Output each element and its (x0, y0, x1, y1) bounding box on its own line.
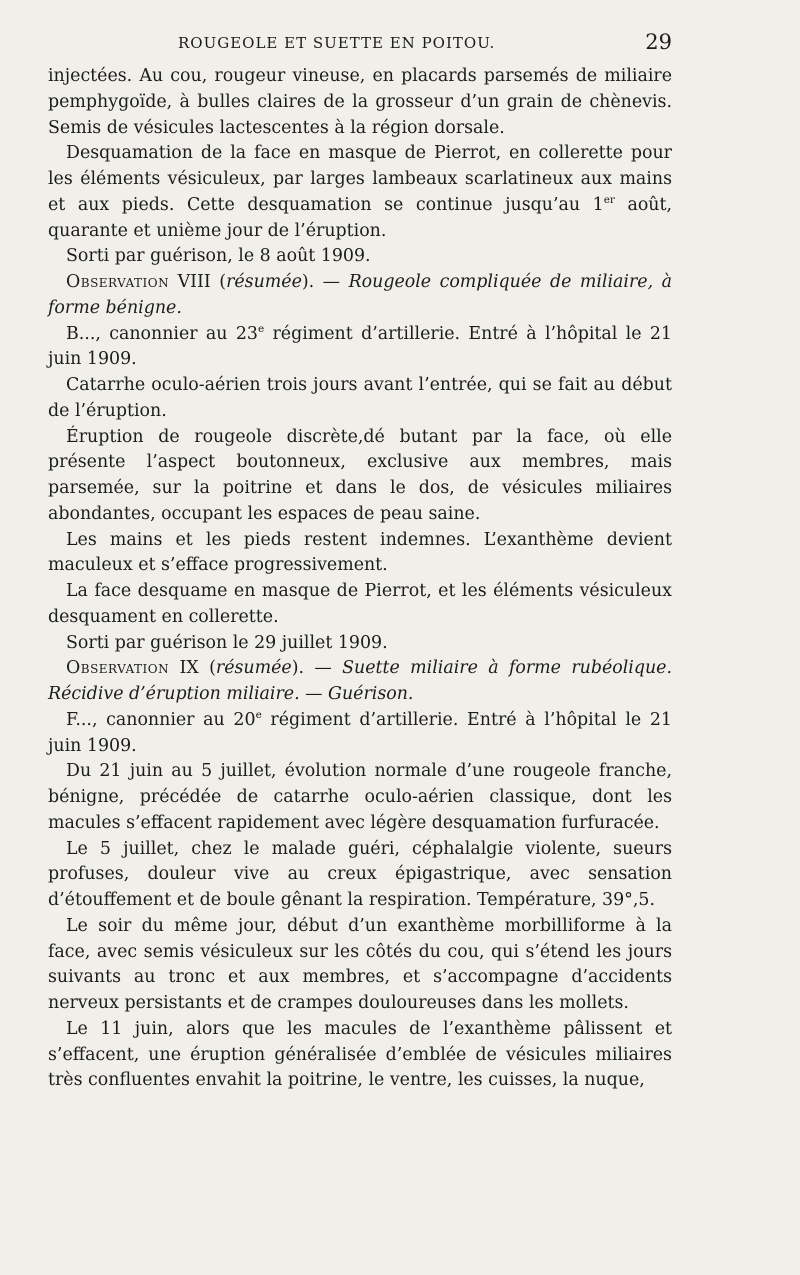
running-title: ROUGEOLE ET SUETTE EN POITOU. (178, 34, 496, 52)
observation-resumee: résumée (226, 272, 302, 292)
observation-number: IX ( (169, 658, 216, 679)
observation-separator: ). — (291, 658, 343, 679)
paragraph: Sorti par guérison, le 8 août 1909. (66, 246, 371, 267)
observation-number: VIII ( (169, 272, 227, 292)
paragraph: injectées. Au cou, rougeur vineuse, en placards parsemés de miliaire pemphygoïde, à bulles claires de la grosseur d’un grain de chènevis. Semis de vésicules lactescentes à la région dorsale. (48, 66, 672, 138)
observation-separator: ). — (301, 272, 349, 292)
superscript: er (603, 193, 615, 206)
observation-label: Observation (66, 272, 170, 292)
observation-heading (48, 656, 672, 708)
paragraph: La face desquame en masque de Pierrot, et les éléments vésiculeux desquament en collerette. (48, 581, 672, 627)
paragraph: Les mains et les pieds restent indemnes. L’exanthème devient maculeux et s’efface progressivement. (48, 529, 672, 576)
text-run: F..., canonnier au 20 (66, 709, 256, 730)
paragraph (48, 141, 672, 244)
paragraph: Le soir du même jour, début d’un exanthème morbilliforme à la face, avec semis vésiculeux sur les côtés du cou, qui s’étend les jours suivants au tronc et aux membres, et s’accompagne d’accidents nerveux persistants et de crampes douloureuses dans les mollets. (48, 915, 672, 1013)
paragraph: Catarrhe oculo-aérien trois jours avant l’entrée, qui se fait au début de l’éruption. (48, 375, 672, 421)
observation-label: Observation (66, 658, 170, 679)
text-run: Desquamation de la face en masque de Pierrot, en collerette pour les éléments vésiculeux, par larges lambeaux scarlatineux aux mains et aux pieds. Cette desquamation se continue jusqu’au 1 (48, 143, 672, 215)
observation-resumee: résumée (215, 658, 292, 679)
text-run: régiment d’artillerie. Entré à l’hôpital le 21 juin 1909. (48, 323, 672, 370)
page-number: 29 (645, 30, 672, 54)
paragraph: Éruption de rougeole discrète,dé butant par la face, où elle présente l’aspect boutonneux, exclusive aux membres, mais parsemée, sur la poitrine et dans le dos, de vésicules miliaires abondantes, occupant les espaces de peau saine. (48, 426, 672, 524)
observation-heading (48, 270, 672, 322)
observation-title: Rougeole compliquée de miliaire, à forme bénigne. (48, 272, 672, 318)
paragraph: Du 21 juin au 5 juillet, évolution normale d’une rougeole franche, bénigne, précédée de catarrhe oculo-aérien classique, dont les macules s’effacent rapidement avec légère desquamation furfuracée. (48, 761, 672, 833)
superscript: e (257, 322, 265, 335)
paragraph: Sorti par guérison le 29 juillet 1909. (66, 632, 388, 653)
text-run: régiment d’artillerie. Entré à l’hôpital le 21 juin 1909. (48, 709, 672, 756)
paragraph (48, 708, 672, 760)
body-text (48, 64, 672, 1094)
text-run: B..., canonnier au 23 (66, 323, 258, 344)
paragraph: Le 5 juillet, chez le malade guéri, céphalalgie violente, sueurs profuses, douleur vive au creux épigastrique, avec sensation d’étouffement et de boule gênant la respiration. Température, 39°,5. (48, 838, 672, 910)
superscript: e (255, 708, 262, 721)
paragraph (48, 322, 672, 374)
page-header (48, 30, 672, 60)
paragraph: Le 11 juin, alors que les macules de l’exanthème pâlissent et s’effacent, une éruption généralisée d’emblée de vésicules miliaires très confluentes envahit la poitrine, le ventre, les cuisses, la nuque, (48, 1018, 672, 1091)
observation-title: Suette miliaire à forme rubéolique. Récidive d’éruption miliaire. — Guérison. (48, 658, 673, 704)
text-run: août, quarante et unième jour de l’éruption. (48, 194, 673, 241)
